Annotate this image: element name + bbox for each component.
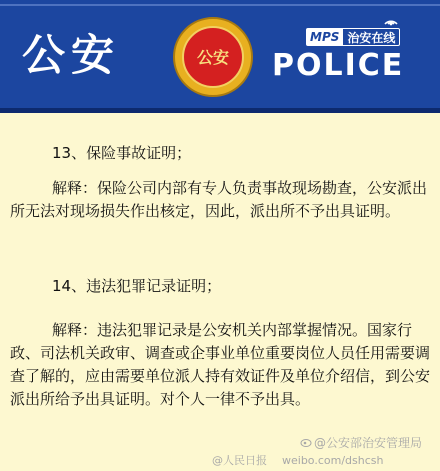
watermark-ministry: @公安部治安管理局 [314,436,423,450]
weibo-icon [300,437,312,447]
mps-logo [306,26,400,48]
item13-explanation: 解释：保险公司内部有专人负责事故现场勘查，公安派出所无法对现场损失作出核定，因此，派出所不予出具证明。 [10,179,428,220]
watermark-peoples-daily: @人民日报 [212,454,267,467]
item13-title: 13、保险事故证明； [52,144,192,162]
watermark-weibo-url: weibo.com/dshcsh [282,454,384,467]
logo-mps-text: MPS [306,28,343,46]
header-highlight [0,4,440,6]
logo-cn-text: 治安在线 [343,28,400,46]
title-en: POLICE [272,48,405,83]
signal-icon [382,12,400,26]
item14-title: 14、违法犯罪记录证明； [52,277,222,295]
title-cn: 公安 [22,31,120,81]
item14-explanation: 解释：违法犯罪记录是公安机关内部掌握情况。国家行政、司法机关政审、调查或企事业单位重要岗位人员任用需要调查了解的，应由需要单位派人持有效证件及单位介绍信，到公安派出所给予出具证明。对个人一律不予出具。 [10,321,431,408]
emblem-label: 公安 [196,48,230,67]
police-emblem-icon [172,16,254,98]
header-banner [0,0,440,113]
